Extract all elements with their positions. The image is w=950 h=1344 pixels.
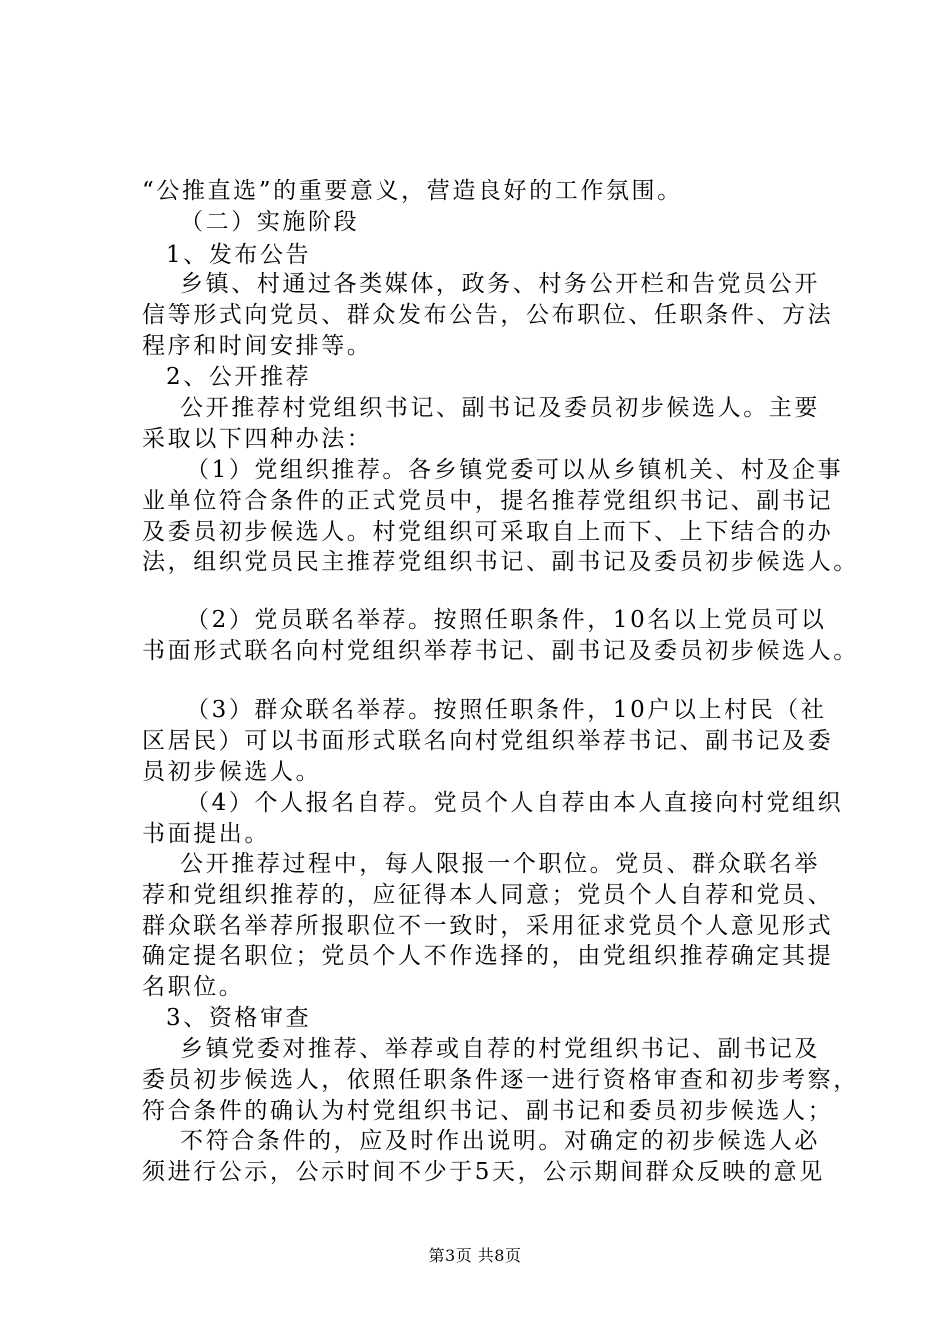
text-line: 信等形式向党员、群众发布公告，公布职位、任职条件、方法 [142, 302, 834, 328]
text-line: 员初步候选人。 [142, 759, 322, 785]
text-line: 及委员初步候选人。村党组织可采取自上而下、上下结合的办 [142, 519, 834, 545]
text-line: 采取以下四种办法： [142, 426, 373, 452]
text-line: 区居民）可以书面形式联名向村党组织举荐书记、副书记及委 [142, 728, 834, 754]
text-line: 委员初步候选人，依照任职条件逐一进行资格审查和初步考察， [142, 1067, 859, 1093]
text-line: 乡镇、村通过各类媒体，政务、村务公开栏和告党员公开 [180, 271, 820, 297]
text-line: 群众联名举荐所报职位不一致时，采用征求党员个人意见形式 [142, 913, 834, 939]
text-line: 业单位符合条件的正式党员中，提名推荐党组织书记、副书记 [142, 488, 834, 514]
text-line: “公推直选”的重要意义，营造良好的工作氛围。 [142, 178, 683, 204]
text-line: 确定提名职位；党员个人不作选择的，由党组织推荐确定其提 [142, 943, 834, 969]
text-line: 公开推荐村党组织书记、副书记及委员初步候选人。主要 [180, 395, 820, 421]
text-line: 公开推荐过程中，每人限报一个职位。党员、群众联名举 [180, 851, 820, 877]
text-line: 书面提出。 [142, 821, 270, 847]
text-line: （3）群众联名举荐。按照任职条件，10户以上村民（社 [186, 697, 827, 723]
text-line: （2）党员联名举荐。按照任职条件，10名以上党员可以 [186, 607, 827, 633]
section-heading: （二）实施阶段 [180, 209, 360, 235]
subsection-heading: 1、发布公告 [166, 242, 312, 268]
subsection-heading: 3、资格审查 [166, 1005, 312, 1031]
text-line: 程序和时间安排等。 [142, 333, 373, 359]
text-line: （1）党组织推荐。各乡镇党委可以从乡镇机关、村及企事 [186, 457, 844, 483]
text-line: 荐和党组织推荐的，应征得本人同意；党员个人自荐和党员、 [142, 882, 834, 908]
page-footer: 第3页 共8页 [428, 1246, 522, 1265]
text-line: 法，组织党员民主推荐党组织书记、副书记及委员初步候选人。 [142, 549, 859, 575]
text-line: 符合条件的确认为村党组织书记、副书记和委员初步候选人； [142, 1098, 834, 1124]
text-line: 须进行公示，公示时间不少于5天，公示期间群众反映的意见 [142, 1159, 825, 1185]
subsection-heading: 2、公开推荐 [166, 364, 312, 390]
text-line: 乡镇党委对推荐、举荐或自荐的村党组织书记、副书记及 [180, 1036, 820, 1062]
text-line: 名职位。 [142, 974, 245, 1000]
text-line: （4）个人报名自荐。党员个人自荐由本人直接向村党组织 [186, 790, 844, 816]
text-line: 不符合条件的，应及时作出说明。对确定的初步候选人必 [180, 1128, 820, 1154]
text-line: 书面形式联名向村党组织举荐书记、副书记及委员初步候选人。 [142, 638, 859, 664]
